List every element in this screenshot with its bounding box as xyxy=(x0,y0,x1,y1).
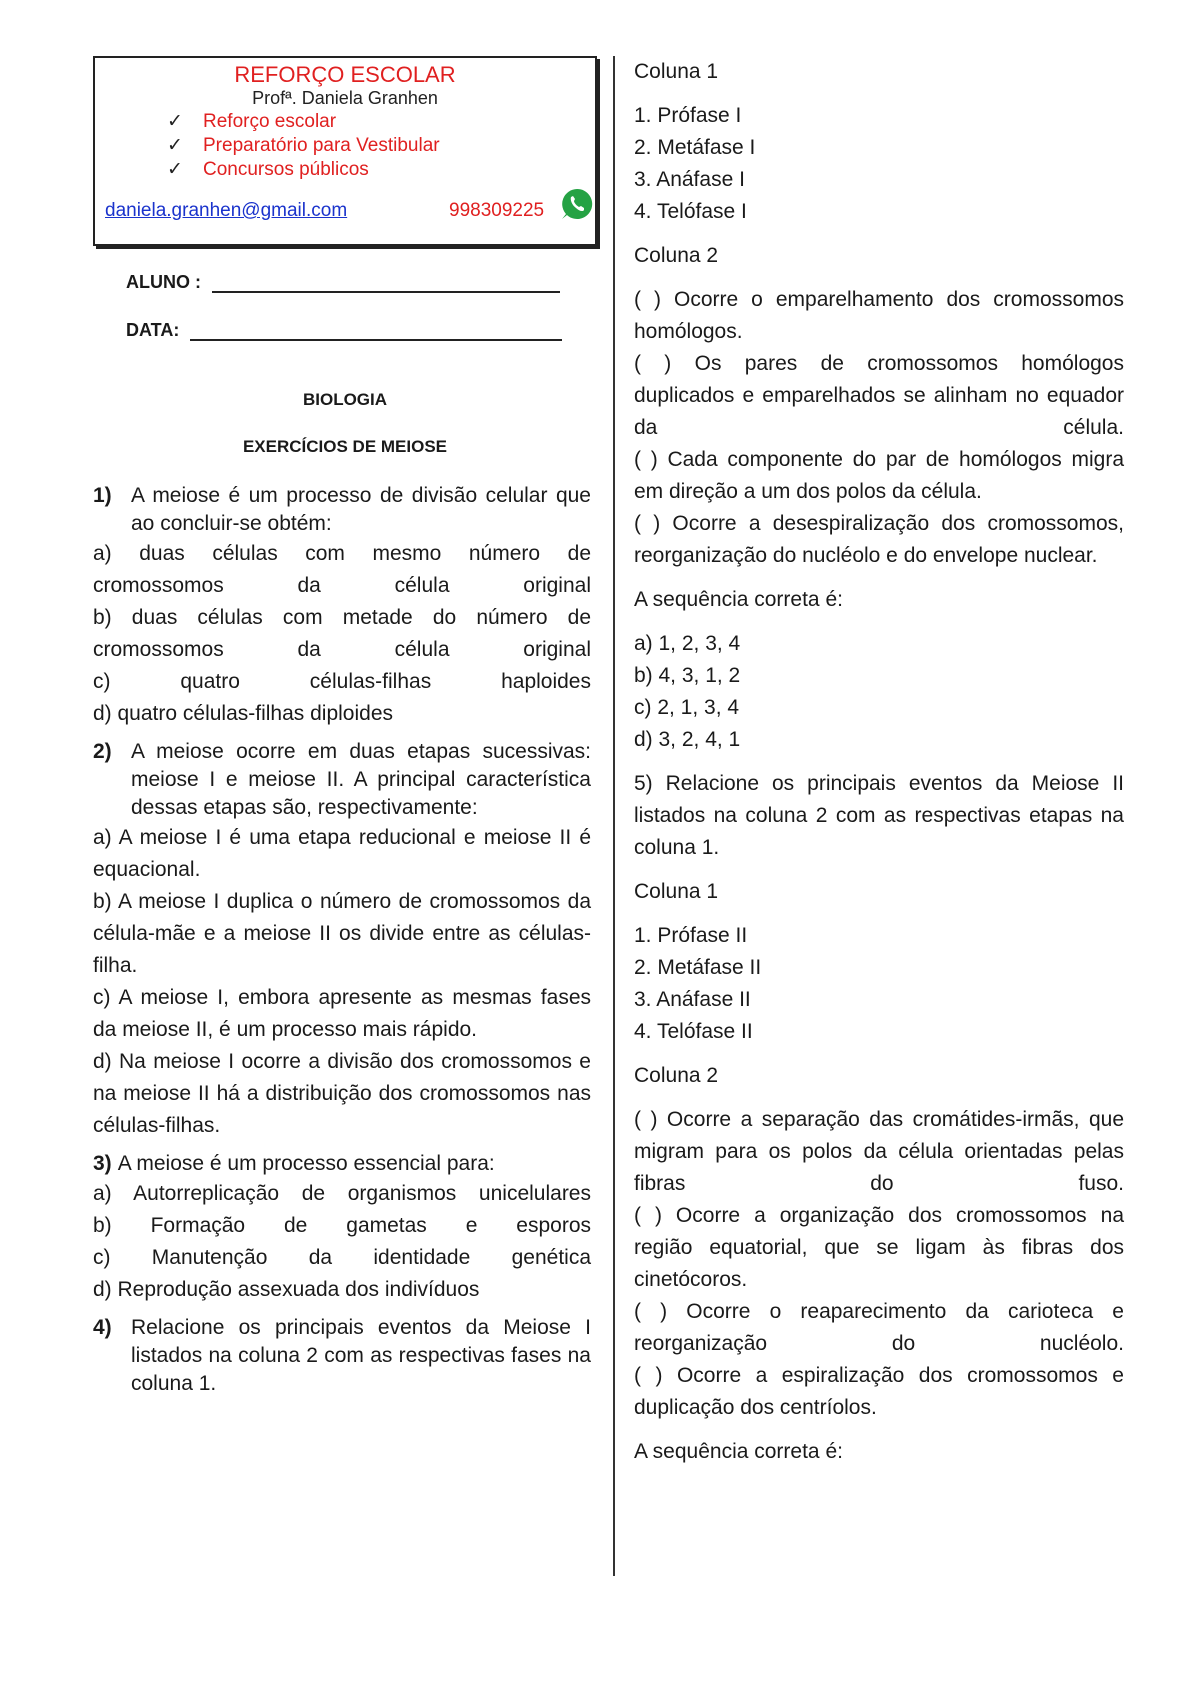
q5-sequence-label: A sequência correta é: xyxy=(634,1440,843,1463)
service-item: ✓ Preparatório para Vestibular xyxy=(167,135,440,156)
q5-col2-item: ( ) Ocorre a separação das cromátides-irmãs, que migram para os polos da célula orientadas pelas fibras do fuso. xyxy=(634,1108,1124,1195)
services-list xyxy=(167,110,440,182)
option-d: d) Na meiose I ocorre a divisão dos cromossomos e na meiose II há a distribuição dos cromossomos nas células-filhas. xyxy=(93,1050,591,1137)
q4-col1-item: 2. Metáfase I xyxy=(634,136,756,159)
q5-col2-item: ( ) Ocorre a espiralização dos cromossomos e duplicação dos centríolos. xyxy=(634,1364,1124,1419)
option-a: a) A meiose I é uma etapa reducional e meiose II é equacional. xyxy=(93,826,591,881)
q4-col1-item: 1. Prófase I xyxy=(634,104,742,127)
q4-option-b: b) 4, 3, 1, 2 xyxy=(634,664,741,687)
q4-col1-item: 4. Telófase I xyxy=(634,200,747,223)
service-item: ✓ Reforço escolar xyxy=(167,111,337,132)
q5-text: 5) Relacione os principais eventos da Meiose II listados na coluna 2 com as respectivas etapas na coluna 1. xyxy=(634,772,1124,859)
question-text: A meiose é um processo de divisão celular que ao concluir-se obtém: xyxy=(131,484,591,535)
phone-number: 998309225 xyxy=(449,200,545,221)
header-box xyxy=(93,56,597,246)
q4-option-d: d) 3, 2, 4, 1 xyxy=(634,728,741,751)
data-line xyxy=(190,339,562,341)
question-number: 2) xyxy=(93,740,112,763)
header-professor: Profª. Daniela Granhen xyxy=(252,88,438,108)
q5-col1-item: 4. Telófase II xyxy=(634,1020,753,1043)
q5-col2-label: Coluna 2 xyxy=(634,1064,719,1087)
right-column xyxy=(634,56,1124,1468)
q5-col1-item: 2. Metáfase II xyxy=(634,956,762,979)
checkmark-icon: ✓ xyxy=(167,135,183,156)
option-d: d) Reprodução assexuada dos indivíduos xyxy=(93,1278,480,1301)
q4-col2-item: ( ) Os pares de cromossomos homólogos duplicados e emparelhados se alinham no equador da célula. xyxy=(634,352,1124,439)
header-title: REFORÇO ESCOLAR xyxy=(234,62,456,87)
aluno-line xyxy=(212,291,560,293)
q4-col2-label: Coluna 2 xyxy=(634,244,719,267)
q5-col2-item: ( ) Ocorre o reaparecimento da carioteca e reorganização do nucléolo. xyxy=(634,1300,1124,1355)
option-b: b) duas células com metade do número de cromossomos da célula original xyxy=(93,606,591,661)
checkmark-icon: ✓ xyxy=(167,159,183,180)
data-field[interactable] xyxy=(126,320,562,341)
question-3 xyxy=(93,1150,591,1306)
q4-col2-item: ( ) Ocorre a desespiralização dos cromossomos, reorganização do nucléolo e do envelope nuclear. xyxy=(634,512,1124,567)
checkmark-icon: ✓ xyxy=(167,111,183,132)
email-link[interactable]: daniela.granhen@gmail.com xyxy=(105,200,348,221)
column-divider xyxy=(613,56,615,1576)
aluno-field[interactable] xyxy=(126,272,560,293)
q4-col1-label: Coluna 1 xyxy=(634,60,719,83)
question-number: 4) xyxy=(93,1316,112,1339)
question-2 xyxy=(93,738,591,1142)
service-item: ✓ Concursos públicos xyxy=(167,159,369,180)
q5-col1-label: Coluna 1 xyxy=(634,880,719,903)
question-1 xyxy=(93,482,591,730)
option-c: c) Manutenção da identidade genética xyxy=(93,1246,591,1269)
q4-option-c: c) 2, 1, 3, 4 xyxy=(634,696,740,719)
q5-col1-item: 3. Anáfase II xyxy=(634,988,751,1011)
q4-col2-item: ( ) Ocorre o emparelhamento dos cromossomos homólogos. xyxy=(634,288,1124,343)
q4-option-a: a) 1, 2, 3, 4 xyxy=(634,632,741,655)
option-a: a) Autorreplicação de organismos unicelulares xyxy=(93,1182,591,1205)
option-c: c) A meiose I, embora apresente as mesmas fases da meiose II, é um processo mais rápido. xyxy=(93,986,591,1041)
question-number: 1) xyxy=(93,484,112,507)
q5-col1-item: 1. Prófase II xyxy=(634,924,748,947)
question-4 xyxy=(93,1314,591,1398)
question-text: Relacione os principais eventos da Meiose I listados na coluna 2 com as respectivas fases na coluna 1. xyxy=(131,1316,591,1395)
option-b: b) A meiose I duplica o número de cromossomos da célula-mãe e a meiose II os divide entre as células-filha. xyxy=(93,890,591,977)
data-label: DATA: xyxy=(126,320,180,340)
option-b: b) Formação de gametas e esporos xyxy=(93,1214,591,1237)
aluno-label: ALUNO : xyxy=(126,272,201,292)
option-c: c) quatro células-filhas haploides xyxy=(93,670,591,693)
whatsapp-icon xyxy=(559,186,595,222)
worksheet-title: EXERCÍCIOS DE MEIOSE xyxy=(242,437,448,456)
q5-col2-item: ( ) Ocorre a organização dos cromossomos na região equatorial, que se ligam às fibras dos cinetócoros. xyxy=(634,1204,1124,1291)
left-column xyxy=(93,482,591,1406)
question-text: A meiose ocorre em duas etapas sucessivas: meiose I e meiose II. A principal característica dessas etapas são, respectivamente: xyxy=(131,740,591,819)
q4-col1-item: 3. Anáfase I xyxy=(634,168,745,191)
option-d: d) quatro células-filhas diploides xyxy=(93,702,393,725)
q4-col2-item: ( ) Cada componente do par de homólogos migra em direção a um dos polos da célula. xyxy=(634,448,1124,503)
subject-title: BIOLOGIA xyxy=(302,390,388,409)
question-number: 3) xyxy=(93,1152,112,1175)
question-text: A meiose é um processo essencial para: xyxy=(117,1152,495,1175)
q4-sequence-label: A sequência correta é: xyxy=(634,588,843,611)
option-a: a) duas células com mesmo número de cromossomos da célula original xyxy=(93,542,591,597)
